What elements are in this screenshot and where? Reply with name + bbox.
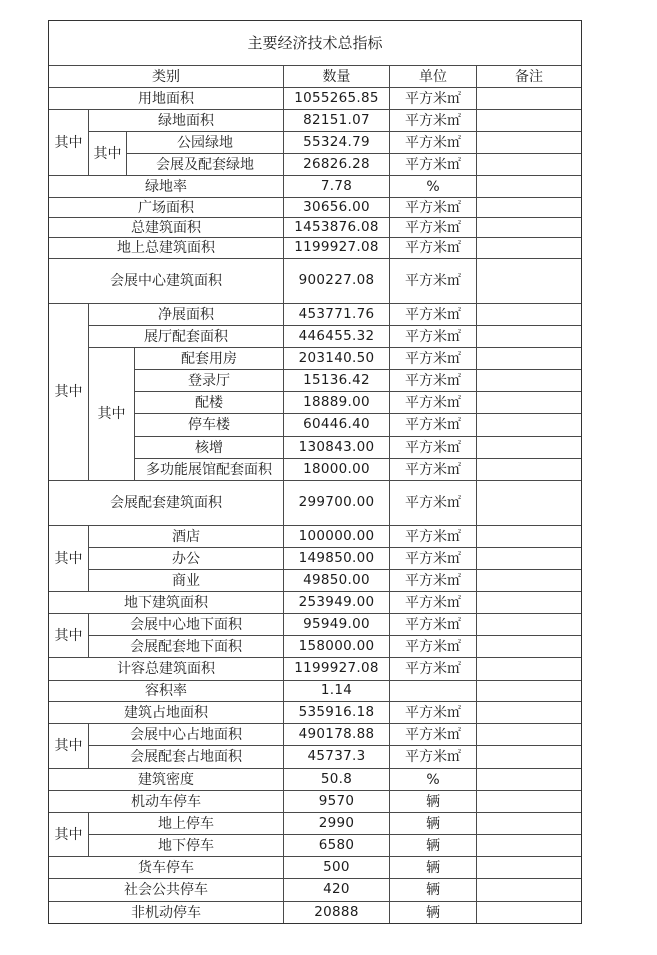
row-label: 地下停车: [88, 834, 284, 857]
row-unit: 平方米㎡: [389, 131, 477, 154]
row-value: 15136.42: [283, 369, 390, 392]
row-value: 420: [283, 878, 390, 902]
row-label: 计容总建筑面积: [48, 657, 284, 681]
row-unit: 辆: [389, 834, 477, 857]
of-which-group-label: 其中: [48, 109, 89, 176]
row-value: 446455.32: [283, 325, 390, 348]
row-label: 配楼: [134, 391, 284, 414]
of-which-group-label: 其中: [48, 525, 89, 592]
row-value: 1453876.08: [283, 217, 390, 238]
row-unit: 平方米㎡: [389, 303, 477, 326]
row-label: 商业: [88, 569, 284, 592]
row-label: 会展中心建筑面积: [48, 258, 284, 304]
row-label: 公园绿地: [126, 131, 284, 154]
row-unit: 平方米㎡: [389, 217, 477, 238]
row-unit: 平方米㎡: [389, 436, 477, 459]
row-value: 50.8: [283, 768, 390, 791]
row-label: 展厅配套面积: [88, 325, 284, 348]
row-label: 建筑占地面积: [48, 701, 284, 724]
row-label: 社会公共停车: [48, 878, 284, 902]
row-unit: 平方米㎡: [389, 258, 477, 304]
row-label: 地下建筑面积: [48, 591, 284, 614]
row-remark: [476, 812, 582, 835]
row-value: 2990: [283, 812, 390, 835]
row-remark: [476, 480, 582, 526]
row-value: 55324.79: [283, 131, 390, 154]
row-remark: [476, 87, 582, 110]
row-unit: 平方米㎡: [389, 525, 477, 548]
row-unit: 平方米㎡: [389, 197, 477, 218]
row-remark: [476, 878, 582, 902]
row-remark: [476, 325, 582, 348]
row-unit: 平方米㎡: [389, 547, 477, 570]
of-which-group-label: 其中: [48, 613, 89, 658]
row-unit: 平方米㎡: [389, 109, 477, 132]
row-value: 490178.88: [283, 723, 390, 746]
row-remark: [476, 109, 582, 132]
row-value: 20888: [283, 901, 390, 924]
row-unit: 平方米㎡: [389, 347, 477, 370]
row-unit: 平方米㎡: [389, 613, 477, 636]
header-category: 类别: [48, 65, 284, 88]
row-value: 45737.3: [283, 745, 390, 769]
row-remark: [476, 153, 582, 176]
row-label: 办公: [88, 547, 284, 570]
header-quantity: 数量: [283, 65, 390, 88]
row-value: 130843.00: [283, 436, 390, 459]
row-remark: [476, 303, 582, 326]
row-remark: [476, 745, 582, 769]
row-label: 会展及配套绿地: [126, 153, 284, 176]
row-unit: 平方米㎡: [389, 635, 477, 658]
row-remark: [476, 790, 582, 813]
row-unit: 平方米㎡: [389, 458, 477, 481]
row-remark: [476, 369, 582, 392]
row-unit: 辆: [389, 901, 477, 924]
row-unit: 平方米㎡: [389, 569, 477, 592]
row-value: 18000.00: [283, 458, 390, 481]
of-which-group-label: 其中: [88, 347, 135, 481]
row-label: 会展中心占地面积: [88, 723, 284, 746]
row-label: 地上总建筑面积: [48, 237, 284, 259]
row-value: 500: [283, 856, 390, 879]
row-value: 6580: [283, 834, 390, 857]
row-unit: 平方米㎡: [389, 391, 477, 414]
row-label: 容积率: [48, 680, 284, 702]
row-remark: [476, 237, 582, 259]
row-label: 用地面积: [48, 87, 284, 110]
row-label: 会展配套地下面积: [88, 635, 284, 658]
row-unit: 辆: [389, 812, 477, 835]
row-value: 9570: [283, 790, 390, 813]
row-unit: [389, 680, 477, 702]
row-remark: [476, 701, 582, 724]
row-label: 货车停车: [48, 856, 284, 879]
row-label: 酒店: [88, 525, 284, 548]
row-remark: [476, 347, 582, 370]
row-label: 绿地率: [48, 175, 284, 198]
row-unit: 平方米㎡: [389, 657, 477, 681]
row-label: 净展面积: [88, 303, 284, 326]
row-unit: 平方米㎡: [389, 369, 477, 392]
row-value: 900227.08: [283, 258, 390, 304]
row-value: 1.14: [283, 680, 390, 702]
row-label: 地上停车: [88, 812, 284, 835]
row-value: 1199927.08: [283, 237, 390, 259]
row-value: 149850.00: [283, 547, 390, 570]
row-remark: [476, 723, 582, 746]
row-remark: [476, 635, 582, 658]
row-label: 登录厅: [134, 369, 284, 392]
row-remark: [476, 613, 582, 636]
row-unit: %: [389, 175, 477, 198]
row-value: 26826.28: [283, 153, 390, 176]
row-value: 95949.00: [283, 613, 390, 636]
row-label: 核增: [134, 436, 284, 459]
row-remark: [476, 258, 582, 304]
table-title: 主要经济技术总指标: [48, 20, 582, 66]
row-unit: 平方米㎡: [389, 153, 477, 176]
row-remark: [476, 834, 582, 857]
row-remark: [476, 901, 582, 924]
row-label: 多功能展馆配套面积: [134, 458, 284, 481]
row-remark: [476, 856, 582, 879]
row-label: 停车楼: [134, 413, 284, 437]
row-label: 非机动停车: [48, 901, 284, 924]
row-value: 49850.00: [283, 569, 390, 592]
row-label: 广场面积: [48, 197, 284, 218]
row-value: 82151.07: [283, 109, 390, 132]
row-remark: [476, 175, 582, 198]
row-remark: [476, 131, 582, 154]
row-unit: 平方米㎡: [389, 723, 477, 746]
row-value: 203140.50: [283, 347, 390, 370]
row-unit: 平方米㎡: [389, 237, 477, 259]
row-label: 会展配套占地面积: [88, 745, 284, 769]
row-label: 建筑密度: [48, 768, 284, 791]
row-remark: [476, 391, 582, 414]
row-value: 100000.00: [283, 525, 390, 548]
row-label: 会展中心地下面积: [88, 613, 284, 636]
row-remark: [476, 569, 582, 592]
row-remark: [476, 525, 582, 548]
row-value: 7.78: [283, 175, 390, 198]
row-unit: 平方米㎡: [389, 413, 477, 437]
row-label: 绿地面积: [88, 109, 284, 132]
row-unit: 平方米㎡: [389, 591, 477, 614]
row-label: 配套用房: [134, 347, 284, 370]
row-unit: 辆: [389, 878, 477, 902]
row-value: 18889.00: [283, 391, 390, 414]
of-which-group-label: 其中: [88, 131, 127, 176]
of-which-group-label: 其中: [48, 812, 89, 857]
row-unit: 平方米㎡: [389, 745, 477, 769]
row-value: 158000.00: [283, 635, 390, 658]
row-unit: %: [389, 768, 477, 791]
row-unit: 平方米㎡: [389, 480, 477, 526]
row-unit: 平方米㎡: [389, 87, 477, 110]
row-value: 535916.18: [283, 701, 390, 724]
row-label: 会展配套建筑面积: [48, 480, 284, 526]
row-remark: [476, 680, 582, 702]
row-value: 253949.00: [283, 591, 390, 614]
row-remark: [476, 591, 582, 614]
row-value: 299700.00: [283, 480, 390, 526]
row-value: 1199927.08: [283, 657, 390, 681]
header-unit: 单位: [389, 65, 477, 88]
row-unit: 辆: [389, 790, 477, 813]
row-unit: 平方米㎡: [389, 325, 477, 348]
row-remark: [476, 436, 582, 459]
row-value: 30656.00: [283, 197, 390, 218]
row-remark: [476, 413, 582, 437]
row-label: 机动车停车: [48, 790, 284, 813]
row-remark: [476, 197, 582, 218]
row-unit: 平方米㎡: [389, 701, 477, 724]
row-label: 总建筑面积: [48, 217, 284, 238]
row-value: 60446.40: [283, 413, 390, 437]
of-which-group-label: 其中: [48, 303, 89, 481]
row-unit: 辆: [389, 856, 477, 879]
row-remark: [476, 547, 582, 570]
row-value: 1055265.85: [283, 87, 390, 110]
row-remark: [476, 657, 582, 681]
row-remark: [476, 458, 582, 481]
of-which-group-label: 其中: [48, 723, 89, 769]
row-value: 453771.76: [283, 303, 390, 326]
header-remark: 备注: [476, 65, 582, 88]
row-remark: [476, 217, 582, 238]
row-remark: [476, 768, 582, 791]
